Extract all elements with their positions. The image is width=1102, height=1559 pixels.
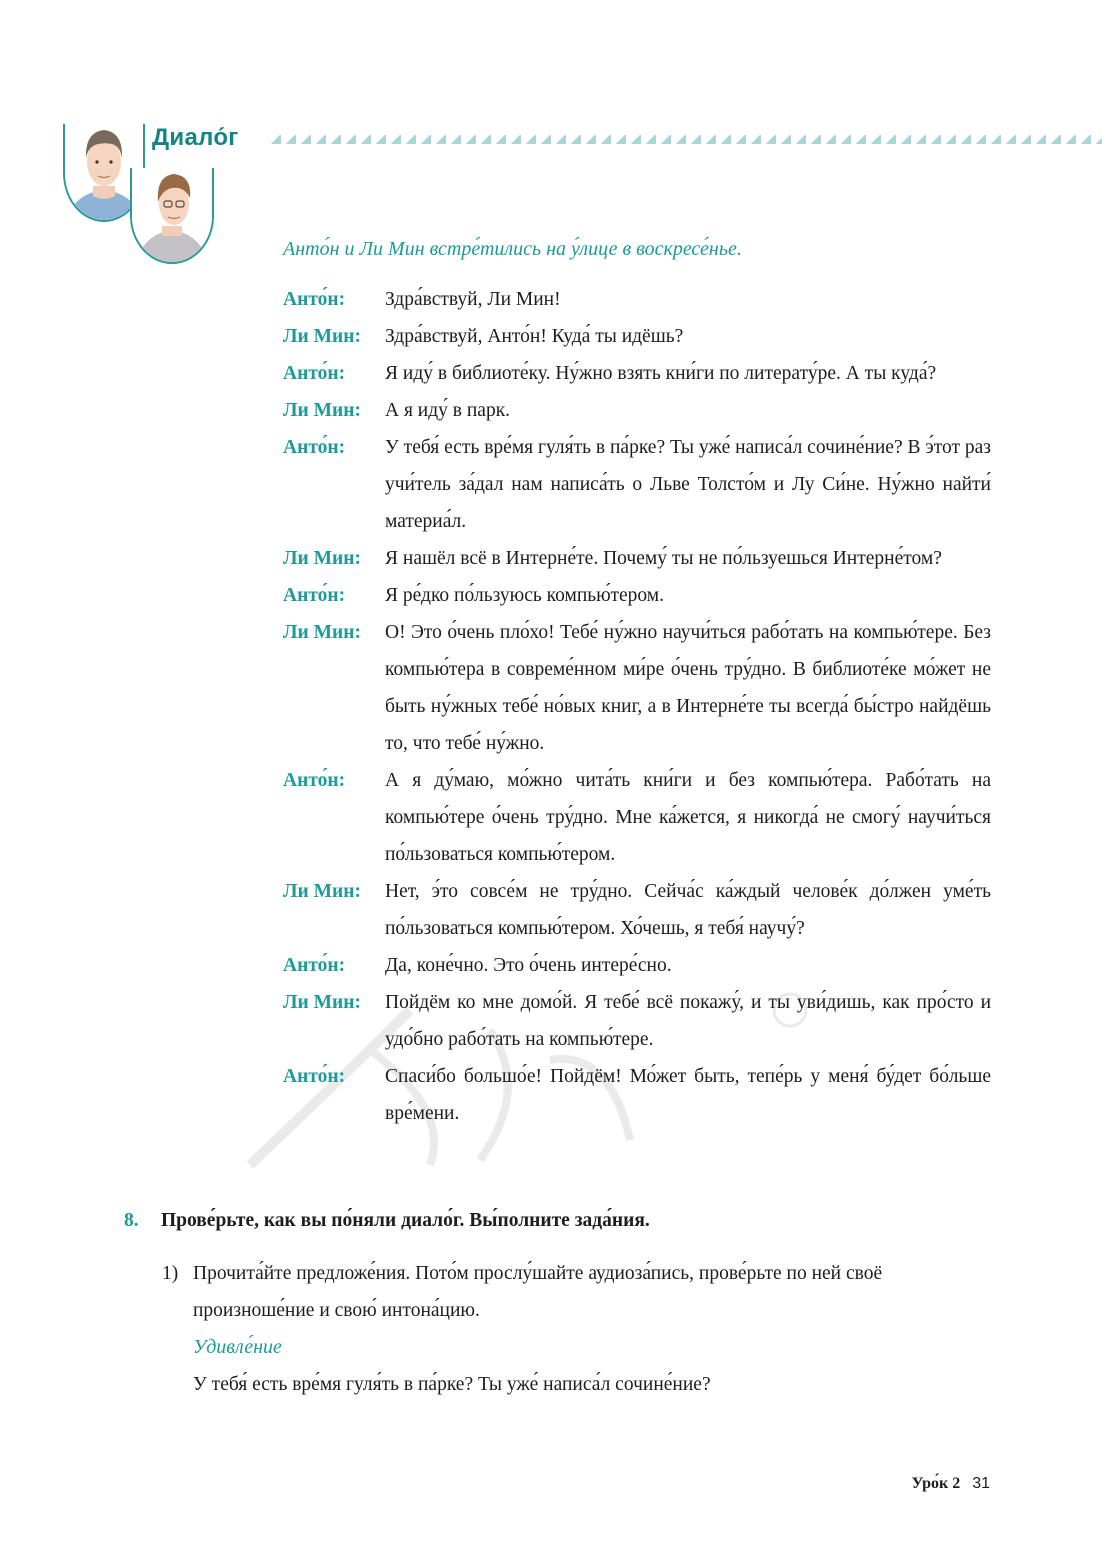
dialog-line: [283, 540, 991, 577]
subtask-number: 1): [162, 1263, 179, 1284]
dialog-line: [283, 762, 991, 873]
speaker-name: Анто́н:: [283, 437, 346, 458]
dialog: [283, 281, 991, 1132]
dialog-line: [283, 355, 991, 392]
speaker-name: Ли Мин:: [283, 400, 362, 421]
speech-text: Здра́вствуй, Ли Мин!: [385, 289, 561, 310]
speaker-name: Анто́н:: [283, 289, 346, 310]
speaker-name: Анто́н:: [283, 770, 346, 791]
dialog-line: [283, 984, 991, 1058]
speaker-name: Ли Мин:: [283, 881, 362, 902]
dialog-line: [283, 318, 991, 355]
speaker-name: Анто́н:: [283, 955, 346, 976]
speech-text: Здра́вствуй, Анто́н! Куда́ ты идёшь?: [385, 326, 684, 347]
subtask-label: Удивле́ние: [193, 1336, 282, 1358]
dialog-line: [283, 577, 991, 614]
speech-text: А я ду́маю, мо́жно чита́ть кни́ги и без компью́тера. Рабо́тать на компью́тере о́чень тру́дно. Мне ка́жется, я никогда́ не смогу́ научи́ться по́льзоваться компью́тером.: [385, 770, 991, 865]
subtask-body: [193, 1255, 992, 1403]
speech-text: Спаси́бо большо́е! Пойдём! Мо́жет быть, тепе́рь у меня́ бу́дет бо́льше вре́мени.: [385, 1066, 991, 1124]
section-title: Диало́г: [152, 124, 239, 151]
subtask-example: У тебя́ есть вре́мя гуля́ть в па́рке? Ты уже́ написа́л сочине́ние?: [193, 1374, 711, 1395]
dialog-line: [283, 947, 991, 984]
speech-text: Я иду́ в библиоте́ку. Ну́жно взять кни́ги по литерату́ре. А ты куда́?: [385, 363, 937, 384]
dialog-line: [283, 392, 991, 429]
speech-text: У тебя́ есть вре́мя гуля́ть в па́рке? Ты уже́ написа́л сочине́ние? В э́тот раз учи́тель за́дал нам написа́ть о Льве Толсто́м и Лу Си́не. Ну́жно найти́ материа́л.: [385, 437, 991, 532]
dialog-line: [283, 429, 991, 540]
page-footer: [912, 1475, 990, 1493]
subtask-instruction: Прочита́йте предложе́ния. Пото́м прослу́шайте аудиоза́пись, прове́рьте по ней своё произноше́ние и свою́ интона́цию.: [193, 1263, 883, 1321]
speech-text: О! Это о́чень пло́хо! Тебе́ ну́жно научи́ться рабо́тать на компью́тере. Без компью́тера в совреме́нном ми́ре о́чень тру́дно. В библиоте́ке мо́жет не быть ну́жных тебе́ но́вых книг, а в Интерне́те ты всегда́ бы́стро найдёшь то, что тебе́ ну́жно.: [385, 622, 991, 754]
boy-with-glasses-portrait-icon: [132, 168, 212, 262]
dialog-line: [283, 873, 991, 947]
speaker-name: Анто́н:: [283, 585, 346, 606]
speech-text: Я ре́дко по́льзуюсь компью́тером.: [385, 585, 665, 606]
li-min-avatar: [130, 168, 214, 264]
page-number: 31: [972, 1475, 990, 1492]
speaker-name: Анто́н:: [283, 363, 346, 384]
dialog-line: [283, 614, 991, 762]
speech-text: Да, коне́чно. Это о́чень интере́сно.: [385, 955, 672, 976]
speech-text: Я нашёл всё в Интерне́те. Почему́ ты не по́льзуешься Интерне́том?: [385, 548, 942, 569]
speech-text: А я иду́ в парк.: [385, 400, 511, 421]
decorative-strip: [268, 135, 1102, 144]
task-number: 8.: [124, 1210, 139, 1231]
dialog-intro: Анто́н и Ли Мин встре́тились на у́лице в воскресе́нье.: [283, 238, 742, 260]
task-heading: [124, 1210, 994, 1232]
subtask: [162, 1255, 992, 1403]
dialog-line: [283, 281, 991, 318]
speaker-name: Ли Мин:: [283, 622, 362, 643]
speech-text: Пойдём ко мне домо́й. Я тебе́ всё покажу́, и ты уви́дишь, как про́сто и удо́бно рабо́тать на компью́тере.: [385, 992, 991, 1050]
speaker-name: Ли Мин:: [283, 992, 362, 1013]
dialog-line: [283, 1058, 991, 1132]
speaker-name: Анто́н:: [283, 1066, 346, 1087]
speech-text: Нет, э́то совсе́м не тру́дно. Сейча́с ка́ждый челове́к до́лжен уме́ть по́льзоваться компью́тером. Хо́чешь, я тебя́ научу́?: [385, 881, 991, 939]
speaker-name: Ли Мин:: [283, 548, 362, 569]
speaker-name: Ли Мин:: [283, 326, 362, 347]
lesson-label: Уро́к 2: [911, 1475, 961, 1492]
task-title: Прове́рьте, как вы по́няли диало́г. Вы́полните зада́ния.: [161, 1210, 650, 1231]
